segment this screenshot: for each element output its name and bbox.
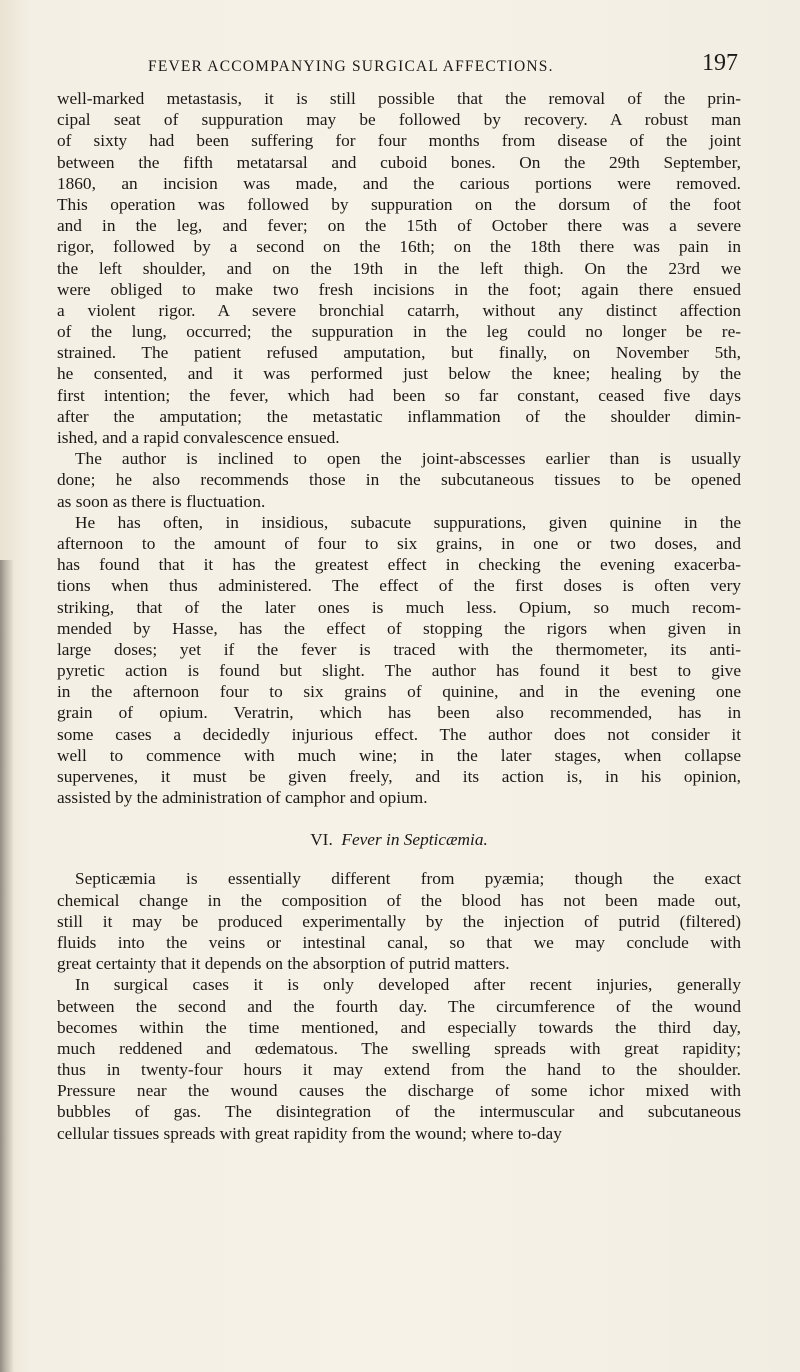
text-line: This operation was followed by suppuration on the dorsum of the foot: [57, 194, 741, 214]
text-line: mended by Hasse, has the effect of stopping the rigors when given in: [57, 618, 741, 638]
text-line: well to commence with much wine; in the later stages, when collapse: [57, 745, 741, 765]
text-line: chemical change in the composition of the blood has not been made out,: [57, 890, 741, 910]
section-title: Fever in Septicæmia.: [341, 830, 488, 850]
paragraph-4: [57, 868, 741, 974]
text-line: great certainty that it depends on the absorption of putrid matters.: [57, 954, 510, 974]
text-line: much reddened and œdematous. The swelling spreads with great rapidity;: [57, 1038, 741, 1058]
paragraph-2: [57, 448, 741, 512]
text-line: first intention; the fever, which had been so far constant, ceased five days: [57, 385, 741, 405]
text-line: done; he also recommends those in the subcutaneous tissues to be opened: [57, 470, 741, 490]
text-line: still it may be produced experimentally by the injection of putrid (filtered): [57, 911, 741, 931]
text-line: between the second and the fourth day. The circumference of the wound: [57, 996, 741, 1016]
text-line: fluids into the veins or intestinal canal, so that we may conclude with: [57, 932, 741, 952]
text-line: In surgical cases it is only developed after recent injuries, generally: [75, 975, 741, 995]
section-number: VI.: [310, 830, 333, 850]
text-line: cipal seat of suppuration may be followed by recovery. A robust man: [57, 110, 741, 130]
page-header: [148, 50, 738, 86]
text-line: some cases a decidedly injurious effect. The author does not consider it: [57, 724, 741, 744]
text-line: has found that it has the greatest effect in checking the evening exacerba-: [57, 555, 741, 575]
text-line: between the fifth metatarsal and cuboid bones. On the 29th September,: [57, 152, 741, 172]
text-line: The author is inclined to open the joint-abscesses earlier than is usually: [75, 449, 741, 469]
text-line: a violent rigor. A severe bronchial catarrh, without any distinct affection: [57, 300, 741, 320]
text-line: He has often, in insidious, subacute suppurations, given quinine in the: [75, 512, 741, 532]
text-line: tions when thus administered. The effect of the first doses is often very: [57, 576, 741, 596]
text-line: as soon as there is fluctuation.: [57, 491, 266, 511]
text-line: grain of opium. Veratrin, which has been also recommended, has in: [57, 703, 741, 723]
text-line: of the lung, occurred; the suppuration in the leg could no longer be re-: [57, 322, 741, 342]
paragraph-1: [57, 88, 741, 448]
text-line: Pressure near the wound causes the discharge of some ichor mixed with: [57, 1081, 741, 1101]
section-heading: [57, 818, 741, 862]
text-line: in the afternoon four to six grains of quinine, and in the evening one: [57, 682, 741, 702]
text-line: 1860, an incision was made, and the carious portions were removed.: [57, 173, 741, 193]
text-line: supervenes, it must be given freely, and its action is, in his opinion,: [57, 767, 741, 786]
text-line: the left shoulder, and on the 19th in the left thigh. On the 23rd we: [57, 258, 741, 278]
text-line: becomes within the time mentioned, and especially towards the third day,: [57, 1017, 741, 1037]
paragraph-5: [57, 974, 741, 1144]
body-text: [57, 88, 741, 1144]
text-line: strained. The patient refused amputation, but finally, on November 5th,: [57, 343, 741, 363]
text-line: rigor, followed by a second on the 16th; on the 18th there was pain in: [57, 237, 741, 257]
text-line: were obliged to make two fresh incisions in the foot; again there ensued: [57, 279, 741, 299]
text-line: striking, that of the later ones is much less. Opium, so much recom-: [57, 597, 741, 617]
text-line: well-marked metastasis, it is still possible that the removal of the prin-: [57, 89, 741, 108]
text-line: assisted by the administration of camphor and opium.: [57, 788, 428, 808]
text-line: afternoon to the amount of four to six grains, in one or two doses, and: [57, 533, 741, 553]
text-line: Septicæmia is essentially different from pyæmia; though the exact: [75, 869, 741, 889]
text-line: thus in twenty-four hours it may extend from the hand to the shoulder.: [57, 1060, 741, 1080]
binding-shadow: [0, 560, 14, 1372]
text-line: of sixty had been suffering for four months from disease of the joint: [57, 131, 741, 151]
paragraph-3: [57, 512, 741, 809]
text-line: after the amputation; the metastatic inflammation of the shoulder dimin-: [57, 406, 741, 426]
text-line: bubbles of gas. The disintegration of the intermuscular and subcutaneous: [57, 1102, 741, 1122]
text-line: large doses; yet if the fever is traced with the thermometer, its anti-: [57, 639, 741, 659]
page-number: 197: [702, 50, 738, 76]
text-line: and in the leg, and fever; on the 15th of October there was a severe: [57, 216, 741, 236]
text-line: pyretic action is found but slight. The author has found it best to give: [57, 661, 741, 681]
text-line: ished, and a rapid convalescence ensued.: [57, 428, 340, 447]
text-line: he consented, and it was performed just below the knee; healing by the: [57, 364, 741, 384]
text-line: cellular tissues spreads with great rapidity from the wound; where to-day: [57, 1123, 562, 1143]
running-head: FEVER ACCOMPANYING SURGICAL AFFECTIONS.: [148, 58, 554, 75]
